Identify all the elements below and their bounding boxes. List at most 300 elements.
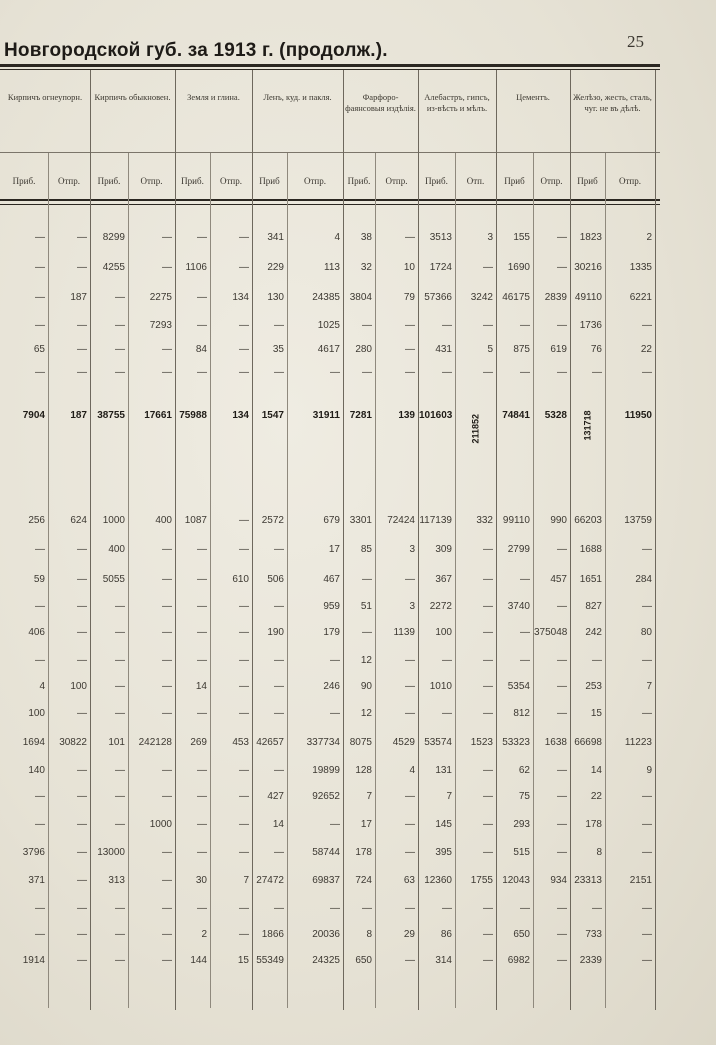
table-cell: 38755 xyxy=(97,410,125,421)
table-cell: 371 xyxy=(28,875,45,886)
table-cell: — xyxy=(35,320,45,331)
table-cell: 3301 xyxy=(349,515,372,526)
table-cell: 724 xyxy=(355,875,372,886)
vertical-total: 131718 xyxy=(582,410,593,441)
table-cell: — xyxy=(35,819,45,830)
table-cell: 17 xyxy=(360,819,372,830)
table-cell: — xyxy=(520,627,530,638)
table-cell: — xyxy=(483,929,493,940)
table-cell: 13759 xyxy=(624,515,652,526)
table-cell: — xyxy=(77,655,87,666)
table-cell: 3740 xyxy=(507,601,530,612)
table-cell: 7 xyxy=(646,681,652,692)
table-cell: — xyxy=(557,847,567,858)
table-cell: 7281 xyxy=(349,410,372,421)
table-cell: — xyxy=(557,262,567,273)
table-cell: — xyxy=(162,681,172,692)
table-cell: — xyxy=(197,292,207,303)
table-cell: 8299 xyxy=(102,232,125,243)
table-cell: — xyxy=(274,765,284,776)
table-cell: 79 xyxy=(403,292,415,303)
table-cell: — xyxy=(197,903,207,914)
table-cell: — xyxy=(330,655,340,666)
table-cell: — xyxy=(483,819,493,830)
subcolumn-header: Приб. xyxy=(97,176,121,186)
table-cell: 75988 xyxy=(179,410,207,421)
table-cell: 457 xyxy=(550,574,567,585)
table-cell: 30216 xyxy=(574,262,602,273)
table-cell: — xyxy=(35,655,45,666)
table-cell: 24325 xyxy=(312,955,340,966)
table-cell: 1106 xyxy=(185,262,207,273)
table-cell: — xyxy=(274,367,284,378)
table-cell: 1651 xyxy=(579,574,602,585)
table-cell: — xyxy=(274,903,284,914)
table-cell: — xyxy=(239,601,249,612)
table-cell: — xyxy=(197,574,207,585)
table-cell: 7904 xyxy=(22,410,45,421)
table-cell: 875 xyxy=(513,344,530,355)
table-cell: — xyxy=(557,320,567,331)
table-cell: — xyxy=(592,367,602,378)
table-cell: — xyxy=(642,544,652,555)
table-cell: — xyxy=(405,681,415,692)
table-cell: 53574 xyxy=(424,737,452,748)
table-cell: 101603 xyxy=(419,410,453,421)
table-cell: — xyxy=(557,765,567,776)
table-cell: — xyxy=(77,320,87,331)
table-cell: — xyxy=(274,320,284,331)
table-cell: — xyxy=(35,791,45,802)
body-top-rule xyxy=(0,199,660,201)
table-cell: 22 xyxy=(590,791,602,802)
table-cell: 20036 xyxy=(312,929,340,940)
table-cell: — xyxy=(115,791,125,802)
table-cell: — xyxy=(483,601,493,612)
table-cell: 5 xyxy=(487,344,493,355)
table-cell: — xyxy=(77,574,87,585)
table-cell: 7 xyxy=(243,875,249,886)
table-cell: 3796 xyxy=(22,847,45,858)
column-header: Кирпичъ обыкновен. xyxy=(94,92,171,102)
table-cell: 332 xyxy=(476,515,493,526)
table-cell: — xyxy=(483,955,493,966)
table-cell: 178 xyxy=(355,847,372,858)
table-cell: — xyxy=(162,955,172,966)
table-cell: — xyxy=(642,929,652,940)
table-cell: — xyxy=(197,708,207,719)
table-cell: 14 xyxy=(272,819,284,830)
table-cell: 1010 xyxy=(429,681,452,692)
table-cell: 1755 xyxy=(470,875,493,886)
table-cell: 1335 xyxy=(629,262,652,273)
table-cell: — xyxy=(405,320,415,331)
table-cell: — xyxy=(405,344,415,355)
table-cell: — xyxy=(239,765,249,776)
subheader-rule xyxy=(0,152,660,153)
table-cell: 30822 xyxy=(59,737,87,748)
table-cell: — xyxy=(520,320,530,331)
table-cell: 2 xyxy=(646,232,652,243)
table-cell: 75 xyxy=(518,791,530,802)
table-cell: 1823 xyxy=(579,232,602,243)
table-cell: — xyxy=(115,903,125,914)
table-cell: 827 xyxy=(585,601,602,612)
table-cell: 1000 xyxy=(149,819,172,830)
table-cell: 155 xyxy=(513,232,530,243)
table-cell: 309 xyxy=(435,544,452,555)
table-cell: 85 xyxy=(360,544,372,555)
table-cell: — xyxy=(274,544,284,555)
table-cell: — xyxy=(362,903,372,914)
table-cell: 190 xyxy=(267,627,284,638)
table-cell: — xyxy=(35,292,45,303)
table-cell: 179 xyxy=(323,627,340,638)
table-cell: — xyxy=(557,929,567,940)
table-cell: 63 xyxy=(403,875,415,886)
subcolumn-header: Отпр. xyxy=(540,176,563,186)
subcolumn-header: Приб xyxy=(577,176,598,186)
table-cell: 10 xyxy=(403,262,415,273)
table-cell: — xyxy=(557,955,567,966)
table-cell: — xyxy=(520,903,530,914)
table-cell: 395 xyxy=(435,847,452,858)
table-cell: 1139 xyxy=(393,627,415,638)
table-cell: 427 xyxy=(267,791,284,802)
table-cell: — xyxy=(77,708,87,719)
table-cell: 65 xyxy=(33,344,45,355)
table-cell: 934 xyxy=(550,875,567,886)
table-cell: — xyxy=(442,903,452,914)
table-cell: 100 xyxy=(435,627,452,638)
table-cell: — xyxy=(197,655,207,666)
table-cell: 58744 xyxy=(312,847,340,858)
table-cell: 42657 xyxy=(256,737,284,748)
table-cell: — xyxy=(239,708,249,719)
table-cell: 49110 xyxy=(574,292,602,303)
table-cell: 246 xyxy=(323,681,340,692)
table-cell: — xyxy=(197,544,207,555)
table-cell: 4 xyxy=(39,681,45,692)
table-cell: — xyxy=(35,903,45,914)
table-cell: — xyxy=(162,627,172,638)
table-cell: 1688 xyxy=(579,544,602,555)
column-header: Фарфоро-фаянсовыя издѣлія. xyxy=(345,92,416,113)
table-cell: 1025 xyxy=(317,320,340,331)
table-cell: — xyxy=(77,232,87,243)
table-cell: 2 xyxy=(201,929,207,940)
group-separator xyxy=(175,70,176,1010)
table-cell: 35 xyxy=(272,344,284,355)
table-cell: — xyxy=(77,791,87,802)
table-cell: 453 xyxy=(232,737,249,748)
table-cell: 17 xyxy=(328,544,340,555)
table-cell: — xyxy=(239,344,249,355)
table-cell: — xyxy=(442,655,452,666)
table-cell: 4617 xyxy=(317,344,340,355)
table-cell: — xyxy=(362,574,372,585)
table-cell: — xyxy=(77,847,87,858)
table-cell: 32 xyxy=(360,262,372,273)
table-cell: 4 xyxy=(409,765,415,776)
table-cell: — xyxy=(239,627,249,638)
table-cell: — xyxy=(115,819,125,830)
table-cell: 51 xyxy=(360,601,372,612)
table-cell: — xyxy=(274,655,284,666)
subcolumn-header: Отпр. xyxy=(385,176,408,186)
table-cell: — xyxy=(162,544,172,555)
table-cell: — xyxy=(239,847,249,858)
table-cell: 144 xyxy=(190,955,207,966)
page-heading: Новгородской губ. за 1913 г. (продолж.). xyxy=(4,40,388,61)
table-cell: 293 xyxy=(513,819,530,830)
table-cell: — xyxy=(557,367,567,378)
subcolumn-header: Приб. xyxy=(12,176,36,186)
table-cell: — xyxy=(592,903,602,914)
table-cell: — xyxy=(162,367,172,378)
table-cell: — xyxy=(239,929,249,940)
table-cell: 55349 xyxy=(256,955,284,966)
group-separator xyxy=(496,70,497,1010)
table-cell: 3 xyxy=(409,601,415,612)
table-cell: 624 xyxy=(70,515,87,526)
column-header: Желѣзо, жесть, сталь, чуг. не въ дѣлѣ. xyxy=(573,92,652,113)
table-cell: 19899 xyxy=(312,765,340,776)
table-cell: 3804 xyxy=(349,292,372,303)
table-cell: — xyxy=(115,708,125,719)
group-separator xyxy=(655,70,656,1010)
column-header: Алебастръ, гипсъ, из-вѣсть и мѣлъ. xyxy=(424,92,490,113)
table-cell: — xyxy=(642,847,652,858)
table-cell: 128 xyxy=(355,765,372,776)
table-cell: 134 xyxy=(232,410,249,421)
table-cell: — xyxy=(274,847,284,858)
table-cell: 515 xyxy=(513,847,530,858)
table-cell: — xyxy=(197,601,207,612)
table-cell: 31911 xyxy=(312,410,340,421)
table-cell: 38 xyxy=(360,232,372,243)
table-cell: — xyxy=(557,232,567,243)
table-cell: 1736 xyxy=(579,320,602,331)
table-cell: — xyxy=(330,708,340,719)
table-cell: — xyxy=(239,262,249,273)
table-cell: — xyxy=(557,819,567,830)
table-cell: — xyxy=(162,847,172,858)
table-cell: — xyxy=(162,903,172,914)
table-cell: 100 xyxy=(28,708,45,719)
table-cell: 62 xyxy=(518,765,530,776)
table-cell: — xyxy=(642,708,652,719)
table-cell: — xyxy=(115,765,125,776)
table-cell: — xyxy=(483,708,493,719)
table-cell: 959 xyxy=(323,601,340,612)
table-cell: — xyxy=(557,601,567,612)
table-cell: 29 xyxy=(403,929,415,940)
table-cell: — xyxy=(162,232,172,243)
table-cell: — xyxy=(362,320,372,331)
table-cell: 4529 xyxy=(392,737,415,748)
table-cell: 506 xyxy=(267,574,284,585)
table-cell: — xyxy=(197,847,207,858)
table-cell: — xyxy=(35,367,45,378)
table-cell: — xyxy=(115,367,125,378)
table-cell: — xyxy=(483,847,493,858)
table-cell: 139 xyxy=(398,410,415,421)
table-cell: — xyxy=(77,955,87,966)
table-cell: — xyxy=(520,367,530,378)
table-cell: — xyxy=(162,655,172,666)
table-cell: 256 xyxy=(28,515,45,526)
table-cell: 3 xyxy=(487,232,493,243)
table-cell: 6221 xyxy=(629,292,652,303)
table-cell: 2799 xyxy=(507,544,530,555)
table-cell: 84 xyxy=(195,344,207,355)
table-cell: 57366 xyxy=(424,292,452,303)
table-cell: — xyxy=(483,627,493,638)
table-cell: 3513 xyxy=(429,232,452,243)
table-cell: 467 xyxy=(323,574,340,585)
table-cell: 367 xyxy=(435,574,452,585)
table-cell: — xyxy=(642,791,652,802)
table-cell: — xyxy=(405,655,415,666)
table-cell: — xyxy=(362,627,372,638)
table-cell: 80 xyxy=(640,627,652,638)
table-cell: — xyxy=(642,320,652,331)
table-cell: 280 xyxy=(355,344,372,355)
table-cell: 406 xyxy=(28,627,45,638)
table-cell: — xyxy=(77,875,87,886)
table-cell: — xyxy=(162,791,172,802)
table-cell: 341 xyxy=(267,232,284,243)
table-cell: — xyxy=(162,875,172,886)
table-cell: — xyxy=(35,929,45,940)
table-cell: 284 xyxy=(635,574,652,585)
table-cell: 131 xyxy=(435,765,452,776)
table-cell: 66203 xyxy=(574,515,602,526)
table-cell: — xyxy=(239,819,249,830)
table-cell: 134 xyxy=(232,292,249,303)
table-cell: — xyxy=(520,655,530,666)
subcolumn-header: Приб xyxy=(259,176,280,186)
group-separator xyxy=(418,70,419,1010)
table-cell: 7 xyxy=(366,791,372,802)
table-cell: — xyxy=(77,544,87,555)
table-cell: — xyxy=(442,708,452,719)
table-cell: 8 xyxy=(366,929,372,940)
table-cell: — xyxy=(642,655,652,666)
table-cell: 23313 xyxy=(574,875,602,886)
table-cell: 46175 xyxy=(502,292,530,303)
table-cell: — xyxy=(483,320,493,331)
table-cell: 1724 xyxy=(429,262,452,273)
table-cell: 733 xyxy=(585,929,602,940)
table-cell: 990 xyxy=(550,515,567,526)
group-separator xyxy=(570,70,571,1010)
table-cell: — xyxy=(483,574,493,585)
table-cell: 650 xyxy=(355,955,372,966)
table-cell: 1000 xyxy=(102,515,125,526)
table-cell: 400 xyxy=(108,544,125,555)
table-cell: 15 xyxy=(590,708,602,719)
table-cell: 113 xyxy=(324,262,340,273)
table-cell: 1694 xyxy=(22,737,45,748)
table-cell: — xyxy=(197,367,207,378)
table-cell: 2272 xyxy=(429,601,452,612)
table-cell: — xyxy=(77,929,87,940)
subcolumn-header: Приб. xyxy=(425,176,448,186)
table-cell: — xyxy=(77,601,87,612)
table-cell: — xyxy=(115,955,125,966)
table-cell: — xyxy=(162,708,172,719)
table-cell: 7293 xyxy=(149,320,172,331)
table-cell: 431 xyxy=(435,344,452,355)
table-cell: 400 xyxy=(155,515,172,526)
table-cell: — xyxy=(35,544,45,555)
table-cell: 53323 xyxy=(502,737,530,748)
table-cell: 15 xyxy=(237,955,249,966)
table-cell: 187 xyxy=(70,410,87,421)
subcolumn-header: Отпр. xyxy=(58,176,80,186)
table-cell: — xyxy=(557,681,567,692)
table-cell: 812 xyxy=(513,708,530,719)
table-cell: 74841 xyxy=(502,410,530,421)
table-cell: — xyxy=(162,574,172,585)
table-cell: 679 xyxy=(323,515,340,526)
table-cell: 2151 xyxy=(629,875,652,886)
table-cell: — xyxy=(77,903,87,914)
table-cell: 2572 xyxy=(261,515,284,526)
table-cell: — xyxy=(115,681,125,692)
table-cell: — xyxy=(239,681,249,692)
table-cell: — xyxy=(405,903,415,914)
header-top-rule-thin xyxy=(0,69,660,70)
table-cell: — xyxy=(362,367,372,378)
table-cell: — xyxy=(330,819,340,830)
table-cell: — xyxy=(162,344,172,355)
table-cell: — xyxy=(642,955,652,966)
table-cell: 1866 xyxy=(261,929,284,940)
page-number: 25 xyxy=(627,32,644,51)
table-cell: 6982 xyxy=(507,955,530,966)
table-cell: — xyxy=(239,367,249,378)
table-cell: — xyxy=(197,627,207,638)
table-cell: — xyxy=(239,515,249,526)
table-cell: — xyxy=(483,791,493,802)
table-cell: 242128 xyxy=(138,737,172,748)
table-cell: — xyxy=(557,903,567,914)
table-cell: 229 xyxy=(267,262,284,273)
table-cell: 314 xyxy=(435,955,452,966)
table-cell: 100 xyxy=(70,681,87,692)
table-cell: 5328 xyxy=(544,410,567,421)
table-cell: 30 xyxy=(195,875,207,886)
table-cell: 1547 xyxy=(261,410,284,421)
body-top-rule-thin xyxy=(0,204,660,205)
table-cell: 1914 xyxy=(22,955,45,966)
subcolumn-header: Отпр. xyxy=(619,176,641,186)
table-cell: — xyxy=(483,681,493,692)
table-cell: — xyxy=(115,929,125,940)
table-cell: 3242 xyxy=(470,292,493,303)
table-cell: 1690 xyxy=(507,262,530,273)
table-cell: — xyxy=(239,232,249,243)
table-cell: — xyxy=(77,367,87,378)
group-separator xyxy=(343,70,344,1010)
table-cell: — xyxy=(77,765,87,776)
table-cell: — xyxy=(239,791,249,802)
table-cell: — xyxy=(274,708,284,719)
table-cell: — xyxy=(35,262,45,273)
